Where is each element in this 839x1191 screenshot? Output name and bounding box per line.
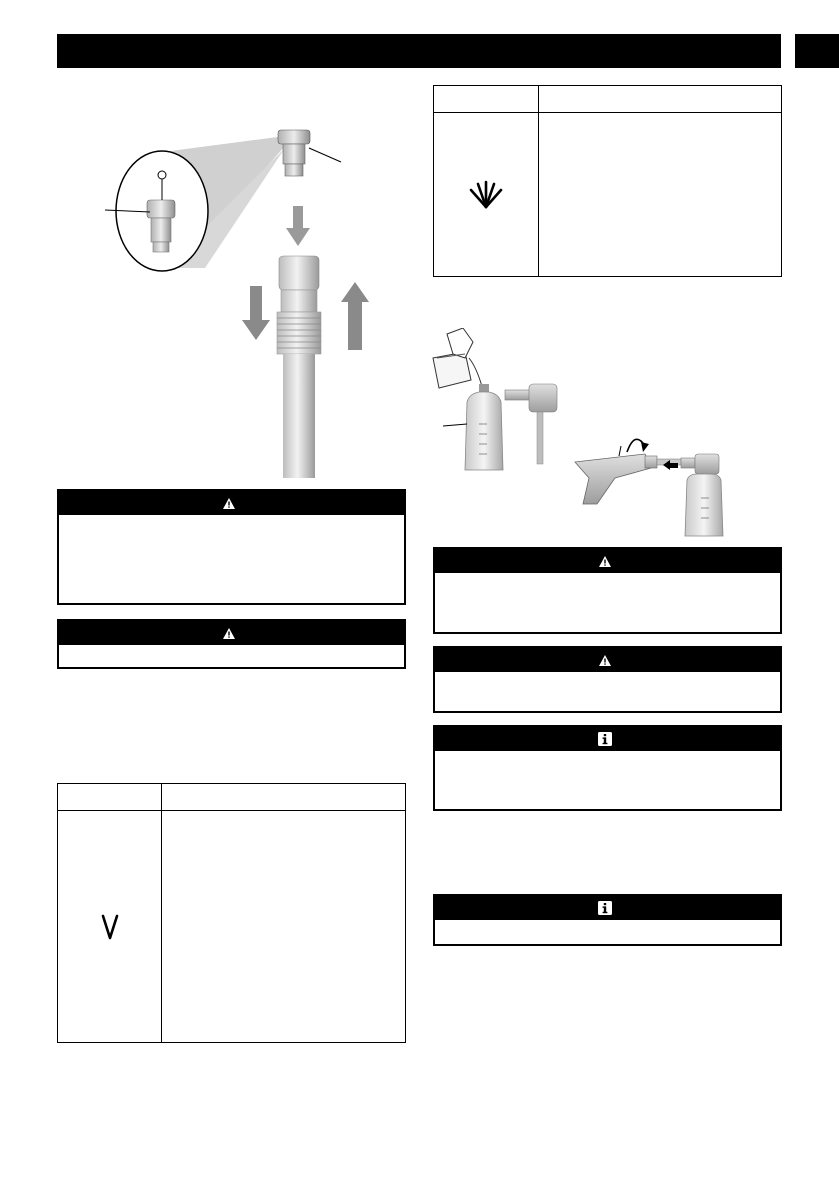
table-header-col1: [434, 86, 538, 112]
warning-triangle-icon: [599, 655, 611, 666]
warning-triangle-icon: [223, 628, 235, 639]
warning-text: [59, 645, 404, 653]
warning-box-header: [59, 491, 404, 515]
info-box-2: [433, 894, 782, 946]
page-header-bar: [57, 34, 781, 68]
warning-text: [59, 515, 404, 527]
warning-box-1: [57, 489, 406, 605]
warning-box-header: [435, 549, 780, 573]
language-tab: [795, 34, 839, 68]
info-box-header: [435, 896, 780, 920]
wide-spray-icon: [468, 180, 504, 210]
warning-box-header: [59, 621, 404, 645]
table-header-col2: [539, 86, 783, 112]
warning-triangle-icon: [223, 498, 235, 509]
warning-triangle-icon: [599, 556, 611, 567]
info-text: [435, 751, 780, 763]
nozzle-table-wide: [433, 85, 782, 277]
table-header-col1: [58, 784, 161, 810]
warning-box-3: [433, 547, 782, 634]
narrow-spray-icon: [100, 914, 120, 940]
info-icon: [598, 732, 612, 746]
warning-box-header: [435, 648, 780, 672]
info-box-header: [435, 727, 780, 751]
warning-box-4: [433, 646, 782, 713]
table-header-col2: [162, 784, 407, 810]
foam-bottle-illustration: [425, 328, 725, 540]
info-icon: [598, 901, 612, 915]
warning-box-2: [57, 619, 406, 669]
warning-text: [435, 672, 780, 684]
nozzle-table-narrow: [57, 783, 406, 1043]
info-box-1: [433, 725, 782, 811]
warning-text: [435, 573, 780, 585]
info-text: [435, 920, 780, 928]
nozzle-install-illustration: [95, 118, 425, 480]
